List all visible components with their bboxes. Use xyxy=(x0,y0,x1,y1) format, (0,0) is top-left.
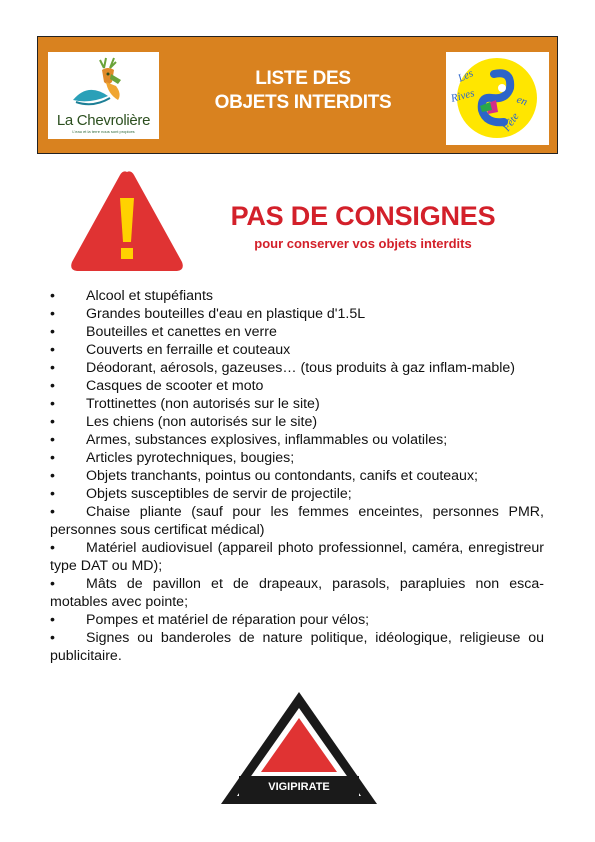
list-item-text: Chaise pliante (sauf pour les femmes enceintes, personnes PMR, personnes sous certificat médical) xyxy=(50,504,544,538)
logo-left-name: La Chevrolière xyxy=(56,112,151,129)
bullet-icon: • xyxy=(50,414,55,430)
list-item-text: Bouteilles et canettes en verre xyxy=(86,324,277,340)
svg-text:Les: Les xyxy=(456,67,476,85)
list-item xyxy=(50,629,544,665)
list-item xyxy=(50,485,544,503)
svg-text:Rives: Rives xyxy=(449,87,476,105)
list-item xyxy=(50,341,544,359)
page-title xyxy=(178,67,428,115)
bullet-icon: • xyxy=(50,288,55,304)
list-item-text: Objets tranchants, pointus ou contondants, canifs et couteaux; xyxy=(86,468,478,484)
list-item-text: Les chiens (non autorisés sur le site) xyxy=(86,414,318,430)
bullet-icon: • xyxy=(50,342,55,358)
list-item xyxy=(50,377,544,395)
les-rives-en-fete-logo xyxy=(446,52,549,145)
bullet-icon: • xyxy=(50,360,55,376)
list-item xyxy=(50,413,544,431)
list-item xyxy=(50,359,544,377)
warning-triangle-icon xyxy=(67,166,187,276)
list-item xyxy=(50,467,544,485)
list-item xyxy=(50,395,544,413)
bullet-icon: • xyxy=(50,306,55,322)
bullet-icon: • xyxy=(50,324,55,340)
list-item-text: Armes, substances explosives, inflammables ou volatiles; xyxy=(86,432,448,448)
list-item xyxy=(50,287,544,305)
list-item-text: Mâts de pavillon et de drapeaux, parasols, parapluies non esca-motables avec pointe; xyxy=(50,576,544,610)
logo-left-tagline: L'eau et la terre nous sont propices xyxy=(72,129,135,134)
bullet-icon: • xyxy=(50,378,55,394)
vigipirate-triangle-icon xyxy=(219,690,379,806)
notice-subline: pour conserver vos objets interdits xyxy=(254,236,472,251)
list-item-text: Trottinettes (non autorisés sur le site) xyxy=(86,396,320,412)
header-banner xyxy=(37,36,558,154)
forbidden-items-list xyxy=(50,287,544,665)
bullet-icon: • xyxy=(50,396,55,412)
bullet-icon: • xyxy=(50,540,55,556)
list-item xyxy=(50,611,544,629)
title-line-2: OBJETS INTERDITS xyxy=(214,92,392,113)
list-item xyxy=(50,305,544,323)
list-item-text: Couverts en ferraille et couteaux xyxy=(86,342,291,358)
list-item xyxy=(50,431,544,449)
list-item-text: Déodorant, aérosols, gazeuses… (tous produits à gaz inflam-mable) xyxy=(86,360,515,376)
bullet-icon: • xyxy=(50,612,55,628)
list-item-text: Objets susceptibles de servir de projectile; xyxy=(86,486,352,502)
list-item xyxy=(50,575,544,611)
list-item-text: Alcool et stupéfiants xyxy=(86,288,213,304)
bullet-icon: • xyxy=(50,576,55,592)
festival-logo-icon xyxy=(446,52,549,145)
svg-text:Fête: Fête xyxy=(500,110,522,134)
list-item-text: Articles pyrotechniques, bougies; xyxy=(86,450,295,466)
title-line-1: LISTE DES xyxy=(255,68,351,89)
bullet-icon: • xyxy=(50,504,55,520)
bullet-icon: • xyxy=(50,432,55,448)
bullet-icon: • xyxy=(50,486,55,502)
vigipirate-label: VIGIPIRATE xyxy=(268,781,330,793)
notice-headline: PAS DE CONSIGNES xyxy=(230,201,496,231)
svg-text:en: en xyxy=(514,93,529,109)
list-item xyxy=(50,539,544,575)
list-item-text: Signes ou banderoles de nature politique, idéologique, religieuse ou publicitaire. xyxy=(50,630,544,664)
list-item xyxy=(50,503,544,539)
list-item-text: Casques de scooter et moto xyxy=(86,378,264,394)
list-item-text: Pompes et matériel de réparation pour vélos; xyxy=(86,612,370,628)
list-item xyxy=(50,449,544,467)
list-item-text: Grandes bouteilles d'eau en plastique d'1.5L xyxy=(86,306,366,322)
bullet-icon: • xyxy=(50,450,55,466)
list-item xyxy=(50,323,544,341)
list-item-text: Matériel audiovisuel (appareil photo professionnel, caméra, enregistreur type DAT ou MD); xyxy=(50,540,544,574)
deer-icon xyxy=(48,52,159,112)
bullet-icon: • xyxy=(50,630,55,646)
bullet-icon: • xyxy=(50,468,55,484)
la-chevroliere-logo xyxy=(48,52,159,139)
